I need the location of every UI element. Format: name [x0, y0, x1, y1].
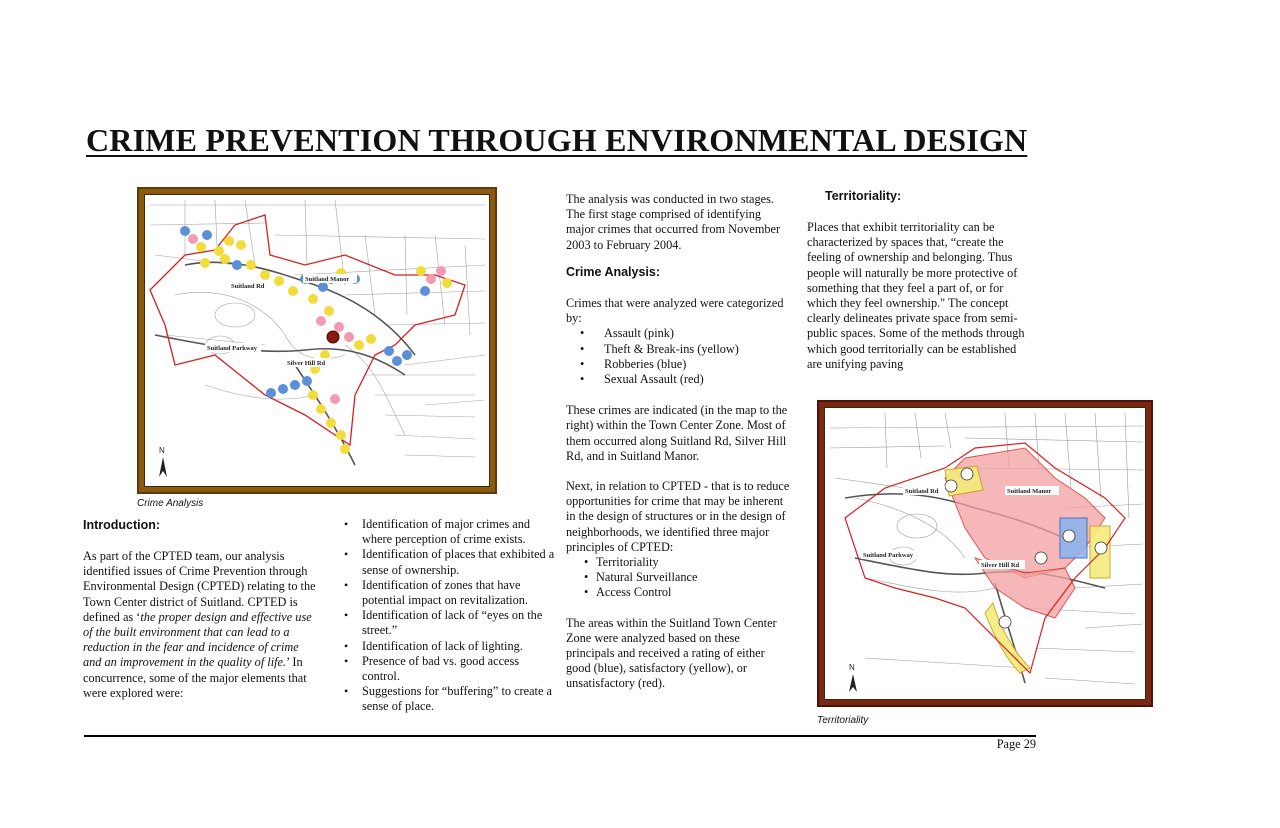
list-item: • Suggestions for “buffering” to create a sense of place.	[342, 684, 557, 714]
page-title: CRIME PREVENTION THROUGH ENVIRONMENTAL DESIGN	[86, 122, 1028, 158]
north-arrow-icon	[849, 663, 857, 692]
map-label-suitland-rd: Suitland Rd	[231, 283, 265, 290]
footer-rule	[84, 735, 1036, 737]
elements-list	[342, 517, 557, 715]
list-item: • Identification of places that exhibited a sense of ownership.	[342, 547, 557, 577]
map-label-suitland-parkway: Suitland Parkway	[207, 345, 258, 352]
analysis-intro-paragraph: The analysis was conducted in two stages. The first stage comprised of identifying major crimes that occurred from November 2003 to February 2004.	[566, 192, 781, 252]
map-label-suitland-parkway: Suitland Parkway	[863, 552, 914, 559]
crime-analysis-heading: Crime Analysis:	[566, 264, 661, 279]
territoriality-text: Places that exhibit territoriality can be characterized by spaces that, “create the feeling of ownership and belonging. Thus people will naturally be more protective of something that they feel a part of, or for which they feel ownership." The concept clearly delineates private space from semi-public spaces. Some of the methods through which good territorially can be established are unifying paving	[807, 220, 1025, 371]
introduction-heading: Introduction:	[83, 518, 161, 532]
list-item: • Presence of bad vs. good access control.	[342, 654, 557, 684]
list-item: • Identification of lack of lighting.	[342, 639, 557, 654]
crime-analysis-caption: Crime Analysis	[137, 498, 204, 509]
areas-rating-paragraph: The areas within the Suitland Town Center Zone were analyzed based on these principals and received a rating of either good (blue), satisfactory (yellow), or unsatisfactory (red).	[566, 615, 777, 691]
territoriality-heading: Territoriality:	[825, 189, 902, 203]
principles-list	[566, 555, 791, 601]
list-item: • Territoriality	[566, 555, 791, 570]
crime-analysis-map-frame	[137, 187, 497, 494]
territoriality-map	[825, 408, 1147, 701]
list-item: • Natural Surveillance	[566, 570, 791, 585]
list-item: • Sexual Assault (red)	[566, 372, 791, 387]
crimes-indicated-paragraph: These crimes are indicated (in the map to the right) within the Town Center Zone. Most of them occurred along Suitland Rd, Silver Hill Rd, and in Suitland Manor.	[566, 403, 788, 463]
map-label-suitland-rd: Suitland Rd	[905, 488, 939, 495]
north-arrow-icon	[159, 446, 167, 477]
crime-analysis-map	[145, 195, 491, 488]
map-label-suitland-manor: Suitland Manor	[305, 276, 350, 283]
analysis-column	[566, 192, 791, 692]
territoriality-map-frame	[817, 400, 1153, 707]
svg-text:N: N	[849, 663, 855, 672]
list-item: • Assault (pink)	[566, 326, 791, 341]
list-item: • Identification of major crimes and where perception of crime exists.	[342, 517, 557, 547]
territoriality-caption: Territoriality	[817, 715, 869, 726]
svg-text:N: N	[159, 446, 165, 455]
list-item: • Identification of zones that have potential impact on revitalization.	[342, 578, 557, 608]
map-label-suitland-manor: Suitland Manor	[1007, 488, 1052, 495]
crime-types-list	[566, 326, 791, 387]
list-item: • Theft & Break-ins (yellow)	[566, 342, 791, 357]
list-item: • Robberies (blue)	[566, 357, 791, 372]
list-item: • Access Control	[566, 585, 791, 600]
introduction-text: As part of the CPTED team, our analysis identified issues of Crime Prevention through Environmental Design (CPTED) relating to the Town Center district of Suitland. CPTED is defined as ‘the proper design and effective use of the built environment that can lead to a reduction in the fear and incidence of crime and an improvement in the quality of life.’ In concurrence, some of the major elements that were explored were:	[83, 549, 316, 700]
page-number: Page 29	[996, 737, 1036, 751]
crimes-paragraph: Crimes that were analyzed were categorized by:	[566, 296, 784, 326]
cpted-principles-paragraph: Next, in relation to CPTED - that is to reduce opportunities for crime that may be inherent in the design of structures or in the design of neighborhoods, we identified three major principles of CPTED:	[566, 479, 790, 554]
map-label-silver-hill-rd: Silver Hill Rd	[287, 360, 326, 367]
map-label-silver-hill-rd: Silver Hill Rd	[981, 562, 1020, 569]
list-item: • Identification of lack of “eyes on the street.”	[342, 608, 557, 638]
